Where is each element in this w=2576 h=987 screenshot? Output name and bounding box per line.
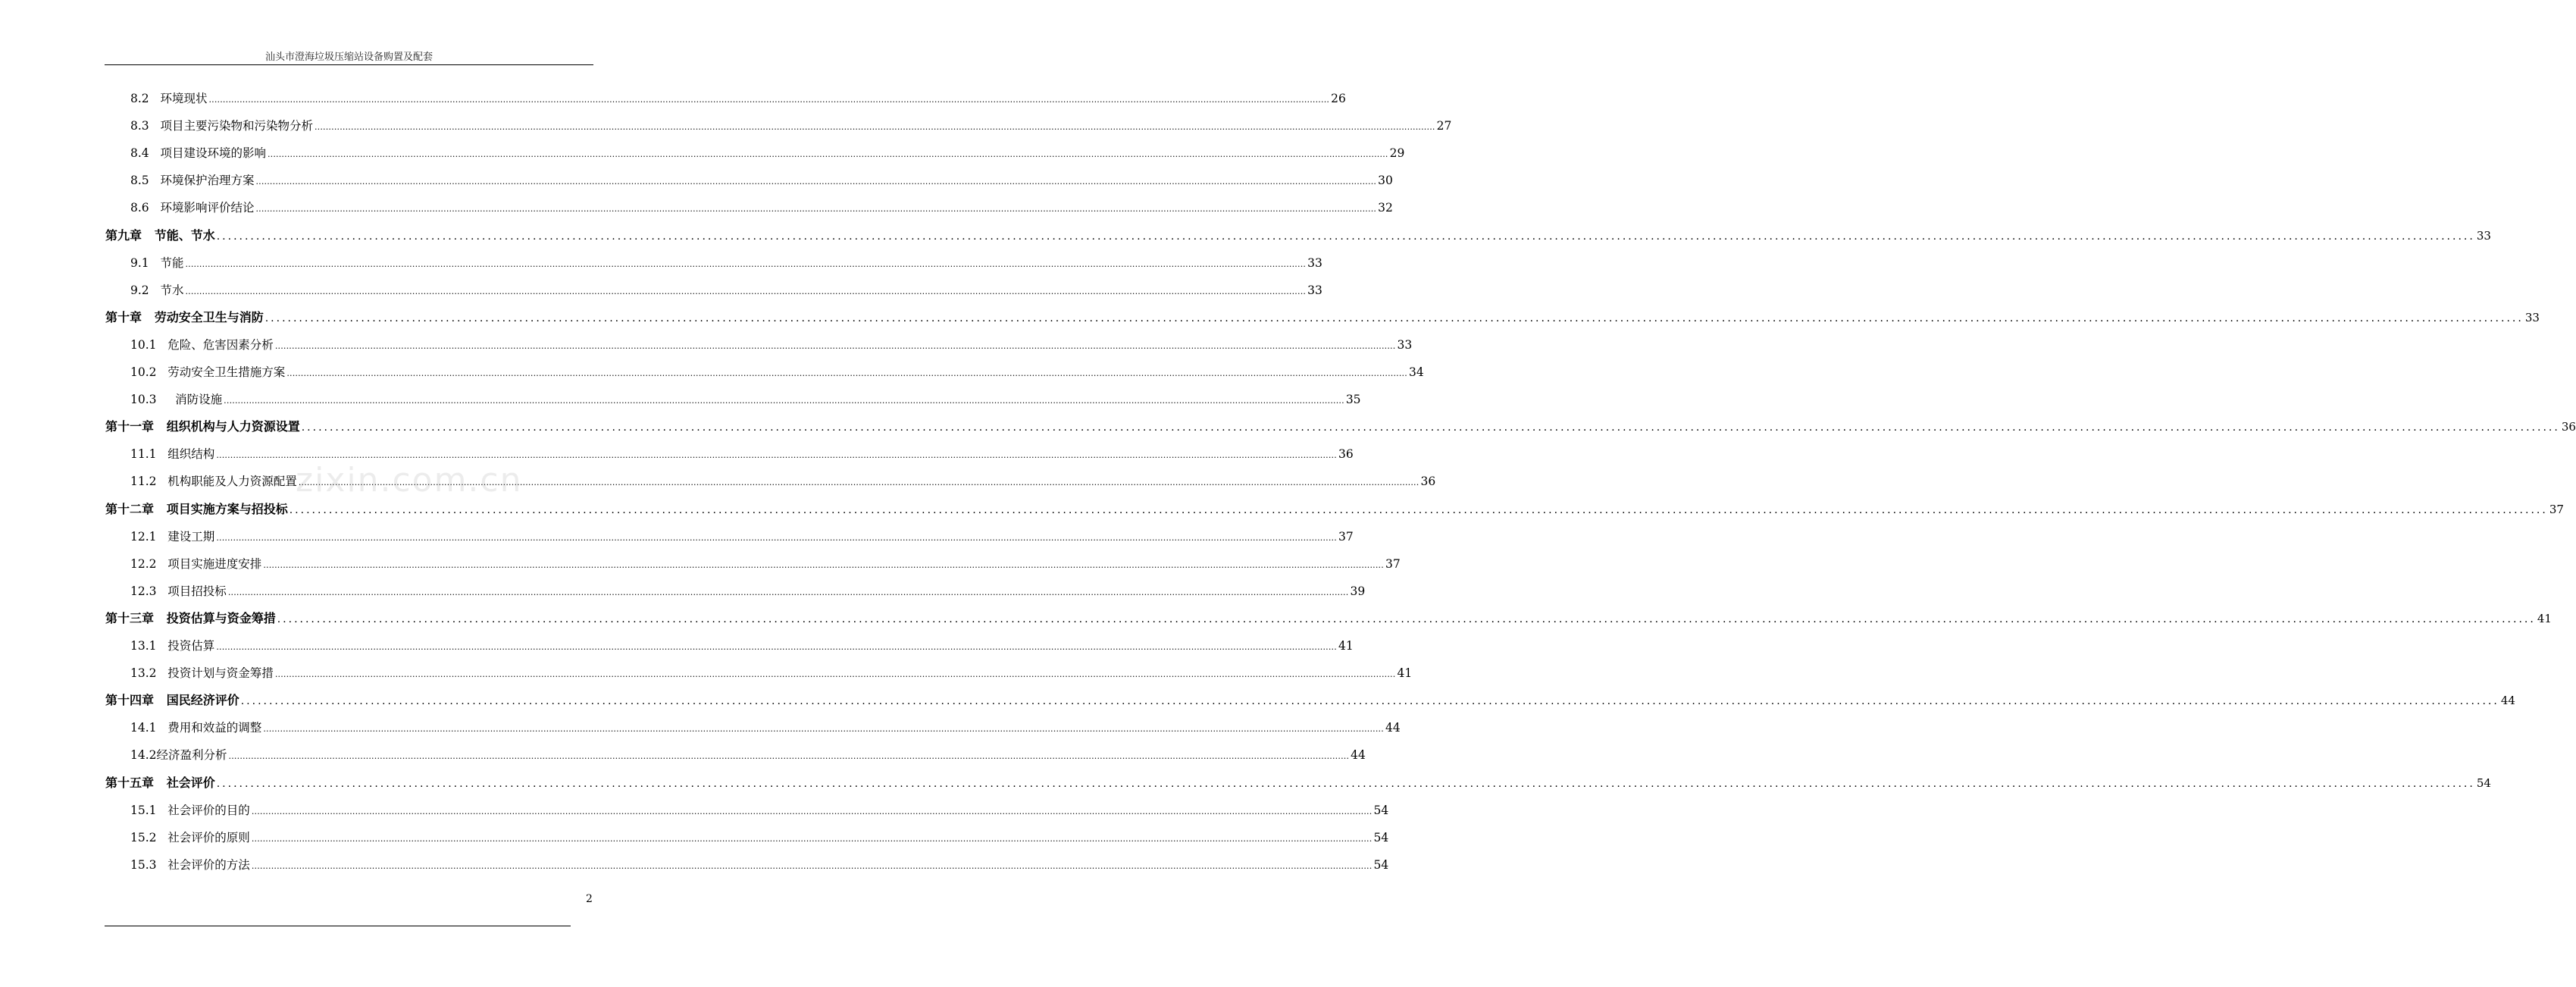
- toc-entry-page: 35: [1345, 393, 1361, 407]
- toc-entry-number: 第十一章: [105, 419, 167, 434]
- toc-entry-number: 12.2: [130, 556, 168, 571]
- toc-entry-page: 41: [2537, 611, 2552, 625]
- toc-section-entry[interactable]: [130, 660, 1413, 687]
- toc-entry-page: 54: [1373, 857, 1389, 872]
- toc-entry-page: 37: [1385, 556, 1401, 571]
- toc-entry-number: 第九章: [105, 227, 155, 243]
- toc-dot-leader: ................................................................................................................................................................................................................................................................................................................................................................................................................: [251, 860, 1373, 871]
- toc-dot-leader: ................................................................................................................................................................................................................................................................................................................................................................................................................: [277, 613, 2536, 625]
- toc-dot-leader: ................................................................................................................................................................................................................................................................................................................................................................................................................: [216, 777, 2475, 790]
- toc-section-entry[interactable]: [130, 112, 1452, 139]
- watermark: zixin.com.cn: [296, 461, 523, 500]
- toc-entry-page: 36: [2561, 420, 2576, 434]
- toc-entry-title: 投资估算与资金筹措: [166, 610, 276, 625]
- toc-entry-page: 33: [2524, 310, 2540, 324]
- toc-entry-number: 8.3: [130, 119, 161, 133]
- toc-dot-leader: ................................................................................................................................................................................................................................................................................................................................................................................................................: [263, 724, 1384, 735]
- header-rule: [105, 64, 593, 65]
- toc-dot-leader: ................................................................................................................................................................................................................................................................................................................................................................................................................: [263, 559, 1384, 570]
- toc-section-entry[interactable]: [130, 797, 1389, 824]
- toc-entry-page: 44: [1351, 748, 1366, 763]
- toc-entry-title: 费用和效益的调整: [167, 721, 262, 735]
- toc-entry-number: 15.1: [130, 803, 168, 817]
- toc-entry-title: 项目实施方案与招投标: [166, 501, 288, 516]
- toc-entry-title: 节水: [160, 283, 184, 297]
- toc-dot-leader: ................................................................................................................................................................................................................................................................................................................................................................................................................: [264, 312, 2524, 324]
- toc-entry-page: 36: [1420, 475, 1436, 489]
- toc-entry-number: 15.3: [130, 857, 168, 872]
- toc-dot-leader: ................................................................................................................................................................................................................................................................................................................................................................................................................: [216, 532, 1337, 543]
- toc-entry-number: 8.2: [130, 92, 161, 105]
- toc-entry-number: 9.1: [130, 255, 161, 270]
- toc-dot-leader: ................................................................................................................................................................................................................................................................................................................................................................................................................: [216, 450, 1337, 461]
- toc-entry-page: 37: [1338, 529, 1354, 544]
- toc-entry-title: 节能: [160, 255, 184, 270]
- toc-dot-leader: ................................................................................................................................................................................................................................................................................................................................................................................................................: [216, 230, 2475, 243]
- toc-entry-title: 国民经济评价: [166, 693, 239, 708]
- toc-dot-leader: ................................................................................................................................................................................................................................................................................................................................................................................................................: [255, 204, 1377, 215]
- toc-section-entry[interactable]: [130, 824, 1389, 851]
- toc-entry-page: 44: [2500, 694, 2515, 708]
- toc-entry-number: 8.4: [130, 146, 161, 161]
- toc-section-entry[interactable]: [130, 851, 1389, 879]
- toc-entry-page: 54: [2476, 776, 2491, 790]
- toc-entry-title: 劳动安全卫生措施方案: [167, 365, 286, 379]
- toc-dot-leader: ................................................................................................................................................................................................................................................................................................................................................................................................................: [224, 396, 1344, 406]
- toc-entry-number: 9.2: [130, 283, 161, 297]
- toc-entry-number: 14.1: [130, 721, 168, 735]
- toc-dot-leader: ................................................................................................................................................................................................................................................................................................................................................................................................................: [228, 751, 1350, 762]
- toc-entry-number: 12.3: [130, 584, 168, 598]
- running-header-title: 汕头市澄海垃圾压缩站设备购置及配套: [264, 52, 433, 63]
- toc-entry-title: 投资计划与资金筹措: [167, 666, 274, 681]
- toc-entry-page: 32: [1378, 201, 1393, 215]
- toc-entry-title: 社会评价的目的: [167, 803, 250, 817]
- toc-entry-page: 34: [1408, 365, 1424, 379]
- toc-entry-title: 项目实施进度安排: [167, 556, 262, 571]
- toc-section-entry[interactable]: [130, 194, 1393, 221]
- toc-entry-page: 30: [1378, 174, 1393, 188]
- toc-entry-number: 14.2: [130, 748, 157, 763]
- page-number: 2: [586, 893, 593, 905]
- toc-entry-page: 41: [1397, 666, 1413, 681]
- toc-entry-title: 组织机构与人力资源设置: [166, 419, 300, 434]
- toc-chapter-entry[interactable]: [105, 304, 2540, 331]
- toc-entry-title: 环境现状: [160, 92, 208, 105]
- toc-dot-leader: ................................................................................................................................................................................................................................................................................................................................................................................................................: [267, 149, 1388, 160]
- toc-chapter-entry[interactable]: [105, 222, 2491, 249]
- toc-dot-leader: ................................................................................................................................................................................................................................................................................................................................................................................................................: [251, 833, 1373, 844]
- toc-entry-page: 29: [1389, 146, 1405, 161]
- toc-dot-leader: ................................................................................................................................................................................................................................................................................................................................................................................................................: [274, 669, 1396, 680]
- toc-dot-leader: ................................................................................................................................................................................................................................................................................................................................................................................................................: [185, 258, 1307, 269]
- toc-entry-number: 12.1: [130, 529, 168, 544]
- toc-entry-title: 消防设施: [175, 393, 223, 407]
- toc-dot-leader: ................................................................................................................................................................................................................................................................................................................................................................................................................: [185, 286, 1307, 296]
- toc-entry-page: 44: [1385, 721, 1401, 735]
- toc-entry-number: 10.1: [130, 337, 168, 352]
- toc-entry-number: 15.2: [130, 830, 168, 844]
- toc-section-entry[interactable]: [130, 578, 1366, 605]
- toc-entry-page: 39: [1350, 584, 1366, 598]
- toc-entry-title: 劳动安全卫生与消防: [154, 309, 264, 324]
- toc-entry-title: 环境保护治理方案: [160, 174, 255, 188]
- toc-entry-title: 社会评价的方法: [167, 857, 250, 872]
- toc-entry-page: 54: [1373, 830, 1389, 844]
- toc-chapter-entry[interactable]: [105, 769, 2491, 797]
- toc-section-entry[interactable]: [130, 386, 1361, 413]
- toc-entry-title: 经济盈利分析: [156, 748, 227, 763]
- toc-section-entry[interactable]: [130, 331, 1413, 359]
- toc-section-entry[interactable]: [130, 85, 1346, 112]
- toc-entry-title: 项目建设环境的影响: [160, 146, 266, 161]
- toc-chapter-entry[interactable]: [105, 605, 2552, 632]
- toc-entry-title: 社会评价: [166, 775, 215, 790]
- toc-entry-page: 33: [2476, 228, 2491, 243]
- toc-entry-title: 危险、危害因素分析: [167, 337, 274, 352]
- toc-entry-number: 11.1: [130, 447, 168, 462]
- toc-entry-title: 项目招投标: [167, 584, 227, 598]
- toc-section-entry[interactable]: [130, 277, 1322, 304]
- toc-entry-page: 41: [1338, 639, 1354, 653]
- toc-dot-leader: ................................................................................................................................................................................................................................................................................................................................................................................................................: [274, 340, 1396, 351]
- toc-entry-number: 第十四章: [105, 693, 167, 708]
- toc-dot-leader: ................................................................................................................................................................................................................................................................................................................................................................................................................: [240, 695, 2499, 708]
- toc-entry-title: 环境影响评价结论: [160, 201, 255, 215]
- toc-section-entry[interactable]: [130, 741, 1366, 769]
- toc-entry-title: 社会评价的原则: [167, 830, 250, 844]
- toc-section-entry[interactable]: [130, 249, 1322, 277]
- toc-dot-leader: ................................................................................................................................................................................................................................................................................................................................................................................................................: [251, 806, 1373, 816]
- toc-entry-number: 第十五章: [105, 775, 167, 790]
- toc-entry-title: 投资估算: [167, 639, 215, 653]
- toc-entry-title: 机构职能及人力资源配置: [167, 475, 297, 489]
- toc-entry-number: 10.2: [130, 365, 168, 379]
- toc-entry-number: 11.2: [130, 475, 168, 489]
- toc-entry-number: 第十二章: [105, 501, 167, 516]
- toc-dot-leader: ................................................................................................................................................................................................................................................................................................................................................................................................................: [255, 177, 1377, 187]
- toc-entry-page: 27: [1436, 119, 1452, 133]
- toc-entry-number: 第十三章: [105, 610, 167, 625]
- toc-entry-number: 13.2: [130, 666, 168, 681]
- toc-entry-page: 33: [1307, 255, 1322, 270]
- toc-dot-leader: ................................................................................................................................................................................................................................................................................................................................................................................................................: [298, 478, 1419, 488]
- toc-entry-number: 8.6: [130, 201, 161, 215]
- toc-dot-leader: ................................................................................................................................................................................................................................................................................................................................................................................................................: [314, 122, 1435, 133]
- toc-dot-leader: ................................................................................................................................................................................................................................................................................................................................................................................................................: [289, 503, 2548, 516]
- toc-section-entry[interactable]: [130, 550, 1401, 578]
- toc-chapter-entry[interactable]: [105, 413, 2576, 440]
- toc-entry-page: 36: [1338, 447, 1354, 462]
- toc-entry-title: 建设工期: [167, 529, 215, 544]
- toc-entry-title: 节能、节水: [154, 227, 215, 243]
- toc-entry-number: 13.1: [130, 639, 168, 653]
- toc-entry-number: 第十章: [105, 309, 155, 324]
- toc-section-entry[interactable]: [130, 523, 1354, 550]
- toc-chapter-entry[interactable]: [105, 687, 2515, 714]
- toc-dot-leader: ................................................................................................................................................................................................................................................................................................................................................................................................................: [227, 587, 1349, 597]
- toc-entry-page: 37: [2549, 502, 2564, 516]
- toc-entry-number: 8.5: [130, 174, 161, 188]
- toc-section-entry[interactable]: [130, 359, 1424, 386]
- toc-entry-page: 33: [1397, 337, 1413, 352]
- toc-section-entry[interactable]: [130, 139, 1405, 167]
- toc-section-entry[interactable]: [130, 632, 1354, 660]
- toc-dot-leader: ................................................................................................................................................................................................................................................................................................................................................................................................................: [216, 642, 1337, 652]
- toc-entry-page: 54: [1373, 803, 1389, 817]
- toc-entry-title: 项目主要污染物和污染物分析: [160, 119, 313, 133]
- toc-entry-number: 10.3: [130, 393, 176, 407]
- toc-section-entry[interactable]: [130, 167, 1393, 194]
- toc-dot-leader: ................................................................................................................................................................................................................................................................................................................................................................................................................: [208, 95, 1330, 105]
- toc-entry-page: 33: [1307, 283, 1322, 297]
- toc-dot-leader: ................................................................................................................................................................................................................................................................................................................................................................................................................: [286, 368, 1407, 378]
- toc-section-entry[interactable]: [130, 714, 1401, 741]
- toc-entry-page: 26: [1331, 92, 1346, 105]
- toc-entry-title: 组织结构: [167, 447, 215, 462]
- toc-dot-leader: ................................................................................................................................................................................................................................................................................................................................................................................................................: [301, 421, 2560, 434]
